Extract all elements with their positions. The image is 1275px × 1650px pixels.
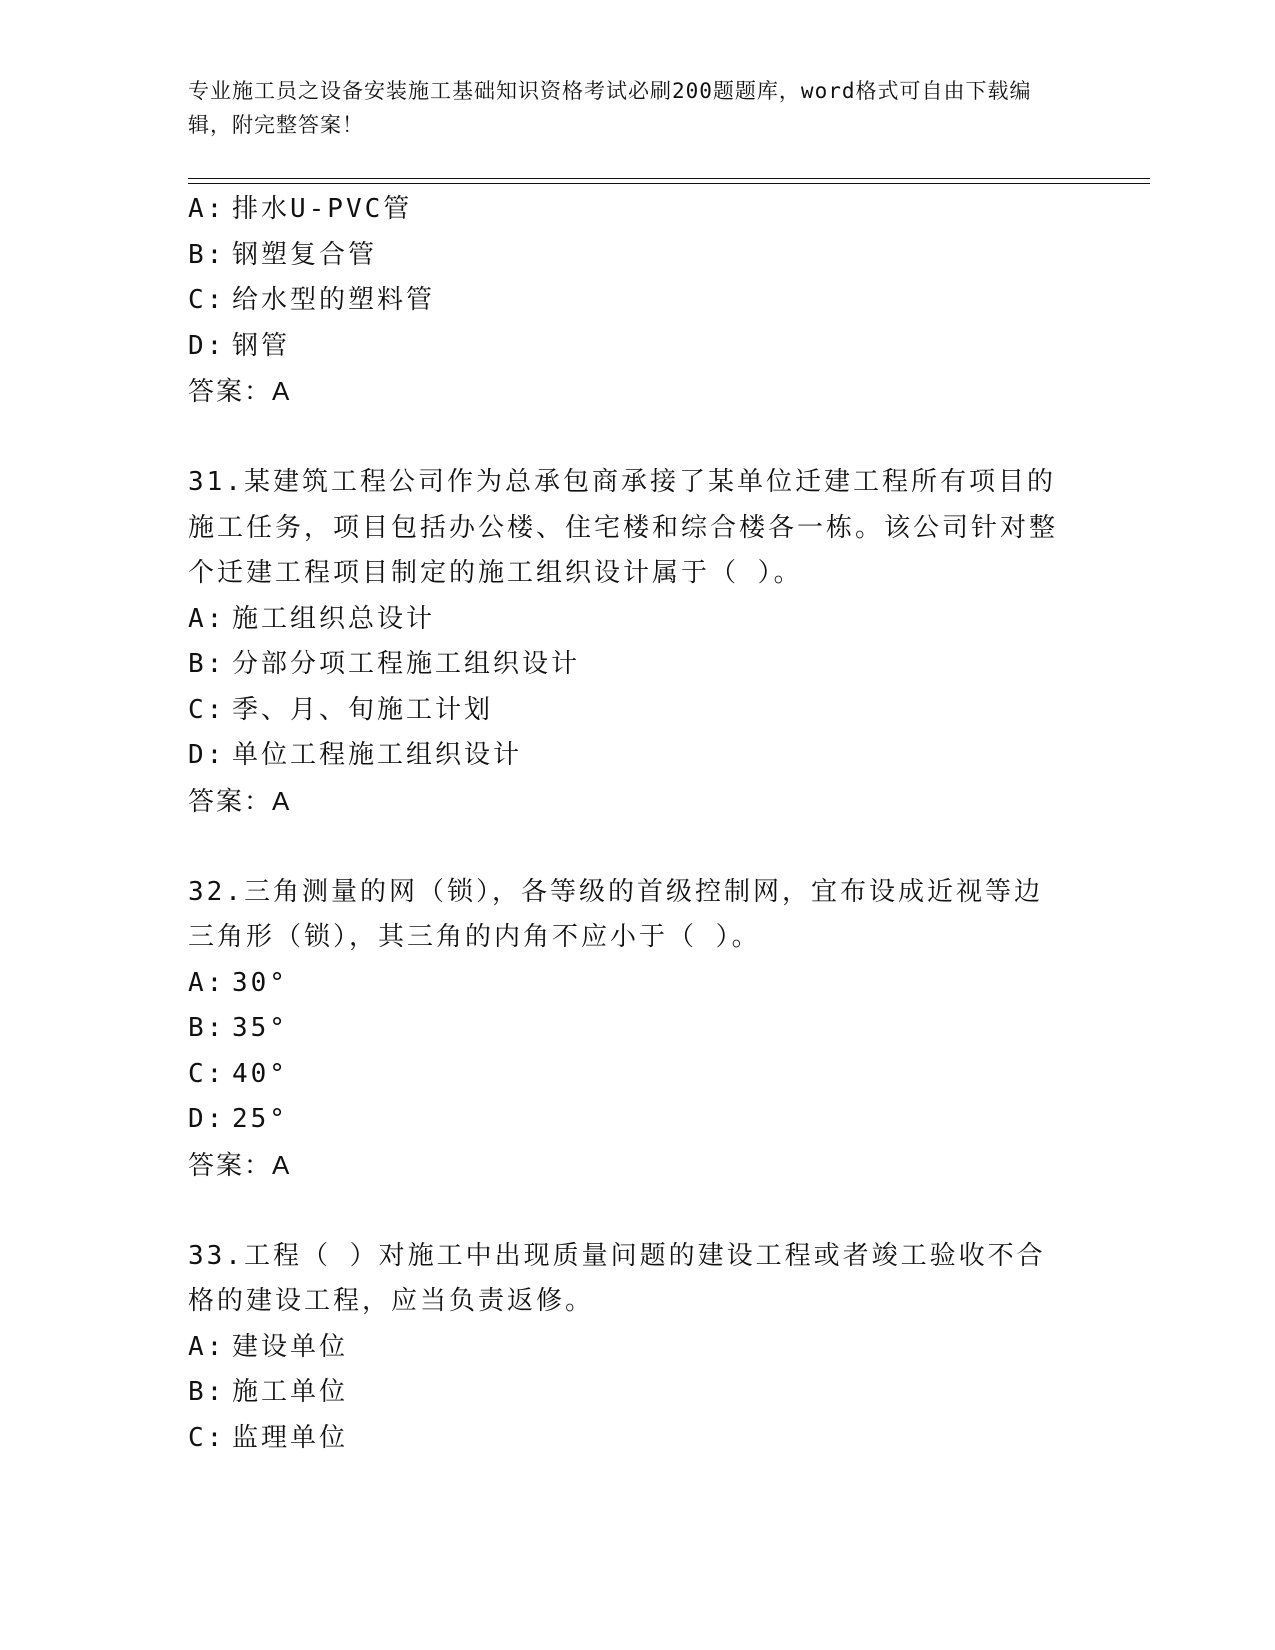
option-a: A: 施工组织总设计 (188, 603, 436, 634)
question-stem: 32.三角测量的网（锁），各等级的首级控制网，宜布设成近视等边三角形（锁），其三角的内角不应小于（ ）。 (188, 876, 1043, 952)
option-a: A: 建设单位 (188, 1331, 349, 1362)
spacer (188, 1188, 1088, 1234)
question-stem: 33.工程（ ）对施工中出现质量问题的建设工程或者竣工验收不合格的建设工程，应当负责返修。 (188, 1240, 1046, 1316)
option-d: D: 钢管 (188, 330, 291, 361)
question-31 (188, 460, 1088, 824)
option-c: C: 监理单位 (188, 1422, 349, 1453)
option-b: B: 钢塑复合管 (188, 239, 378, 270)
spacer (188, 415, 1088, 461)
header-divider (188, 178, 1150, 179)
question-stem: 31.某建筑工程公司作为总承包商承接了某单位迁建工程所有项目的施工任务，项目包括办公楼、住宅楼和综合楼各一栋。该公司针对整个迁建工程项目制定的施工组织设计属于（ ）。 (188, 467, 1059, 588)
option-c: C: 季、月、旬施工计划 (188, 694, 494, 725)
question-33 (188, 1234, 1088, 1462)
option-c: C: 给水型的塑料管 (188, 285, 436, 315)
answer-line: 答案：A (188, 785, 292, 816)
option-a: A: 排水U-PVC管 (188, 194, 413, 224)
option-b: B: 施工单位 (188, 1377, 349, 1407)
header-divider-double (188, 183, 1150, 184)
answer-line: 答案：A (188, 376, 292, 406)
question-32 (188, 870, 1088, 1189)
option-b: B: 35° (188, 1013, 288, 1043)
option-b: B: 分部分项工程施工组织设计 (188, 649, 581, 679)
option-d: D: 25° (188, 1104, 288, 1134)
question-30-continued (188, 187, 1088, 415)
question-list (188, 187, 1088, 1461)
document-header: 专业施工员之设备安装施工基础知识资格考试必刷200题题库，word格式可自由下载编辑，附完整答案！ (188, 79, 1032, 137)
option-c: C: 40° (188, 1058, 288, 1089)
spacer (188, 824, 1088, 870)
answer-line: 答案：A (188, 1149, 292, 1180)
option-d: D: 单位工程施工组织设计 (188, 740, 523, 770)
option-a: A: 30° (188, 967, 288, 998)
